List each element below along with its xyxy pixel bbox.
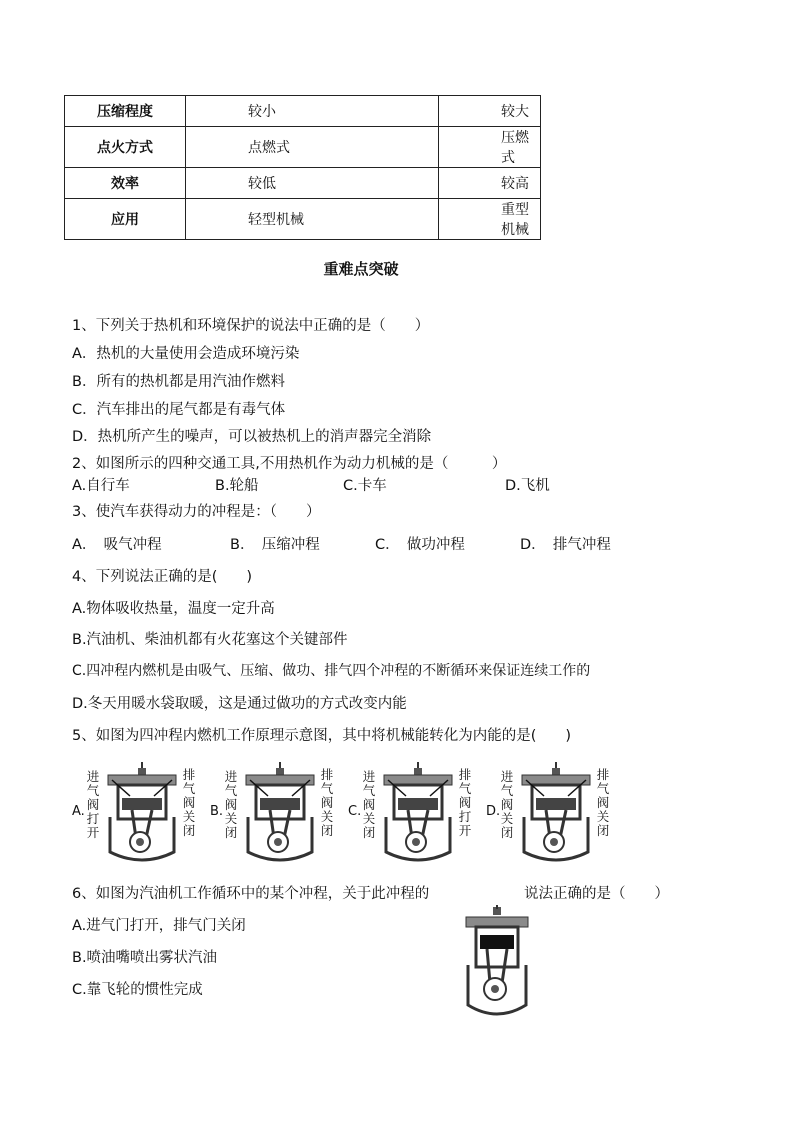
row-label: 压缩程度 bbox=[65, 96, 186, 127]
question-1-option-b: B．所有的热机都是用汽油作燃料 bbox=[72, 374, 285, 390]
engine-cylinder-icon bbox=[102, 762, 182, 862]
question-5-stem: 5、如图为四冲程内燃机工作原理示意图，其中将机械能转化为内能的是( ) bbox=[72, 728, 572, 744]
gasoline-cell: 较低 bbox=[186, 168, 439, 199]
engine-cylinder-icon bbox=[240, 762, 320, 862]
engine-figure bbox=[486, 762, 616, 862]
question-4-option-d: D.冬天用暖水袋取暖，这是通过做功的方式改变内能 bbox=[72, 696, 407, 712]
diesel-cell: 重型机械 bbox=[439, 199, 541, 240]
diesel-cell: 压燃式 bbox=[439, 127, 541, 168]
gasoline-cell: 轻型机械 bbox=[186, 199, 439, 240]
q6-engine-diagram bbox=[462, 905, 532, 1017]
comparison-table bbox=[64, 95, 541, 240]
exhaust-valve-label: 排气阀关闭 bbox=[182, 767, 196, 838]
engine-figure bbox=[348, 762, 478, 862]
figure-choice-label: B. bbox=[210, 804, 224, 819]
question-2-option-c: C.卡车 bbox=[343, 478, 387, 494]
gasoline-cell: 点燃式 bbox=[186, 127, 439, 168]
question-3-option-a: A． 吸气冲程 bbox=[72, 537, 162, 553]
question-1-option-c: C．汽车排出的尾气都是有毒气体 bbox=[72, 402, 286, 418]
question-1-option-d: D．热机所产生的噪声，可以被热机上的消声器完全消除 bbox=[72, 429, 432, 445]
row-label: 效率 bbox=[65, 168, 186, 199]
question-6-option-c: C.靠飞轮的惯性完成 bbox=[72, 982, 203, 998]
question-3-option-c: C． 做功冲程 bbox=[375, 537, 465, 553]
table-row bbox=[65, 199, 541, 240]
question-4-option-a: A.物体吸收热量，温度一定升高 bbox=[72, 601, 275, 617]
question-4-option-b: B.汽油机、柴油机都有火花塞这个关键部件 bbox=[72, 632, 348, 648]
question-3-option-b: B． 压缩冲程 bbox=[230, 537, 320, 553]
exhaust-valve-label: 排气阀关闭 bbox=[320, 767, 334, 838]
table-row bbox=[65, 127, 541, 168]
section-title: 重难点突破 bbox=[323, 260, 399, 278]
diesel-cell: 较高 bbox=[439, 168, 541, 199]
question-1-stem: 1、下列关于热机和环境保护的说法中正确的是（ ） bbox=[72, 318, 430, 334]
engine-figure bbox=[210, 762, 340, 862]
question-1-option-a: A．热机的大量使用会造成环境污染 bbox=[72, 346, 300, 362]
figure-choice-label: C. bbox=[348, 804, 362, 819]
intake-valve-label: 进气阀关闭 bbox=[500, 769, 514, 840]
figure-choice-label: D. bbox=[486, 804, 501, 819]
table-row bbox=[65, 96, 541, 127]
table-row bbox=[65, 168, 541, 199]
diesel-cell: 较大 bbox=[439, 96, 541, 127]
question-6-option-b: B.喷油嘴喷出雾状汽油 bbox=[72, 950, 218, 966]
figure-choice-label: A. bbox=[72, 804, 85, 819]
question-4-stem: 4、下列说法正确的是( ) bbox=[72, 569, 253, 585]
engine-cylinder-icon bbox=[378, 762, 458, 862]
question-3-option-d: D． 排气冲程 bbox=[520, 537, 611, 553]
intake-valve-label: 进气阀打开 bbox=[86, 769, 100, 840]
row-label: 应用 bbox=[65, 199, 186, 240]
question-2-stem: 2、如图所示的四种交通工具,不用热机作为动力机械的是（ ） bbox=[72, 456, 507, 472]
question-2-option-b: B.轮船 bbox=[215, 478, 259, 494]
intake-valve-label: 进气阀关闭 bbox=[224, 769, 238, 840]
question-2-option-d: D.飞机 bbox=[505, 478, 550, 494]
exhaust-valve-label: 排气阀打开 bbox=[458, 767, 472, 838]
question-6-option-a: A.进气门打开，排气门关闭 bbox=[72, 918, 246, 934]
question-4-option-c: C.四冲程内燃机是由吸气、压缩、做功、排气四个冲程的不断循环来保证连续工作的 bbox=[72, 663, 591, 679]
exhaust-valve-label: 排气阀关闭 bbox=[596, 767, 610, 838]
question-3-stem: 3、使汽车获得动力的冲程是：（ ） bbox=[72, 504, 321, 520]
intake-valve-label: 进气阀关闭 bbox=[362, 769, 376, 840]
question-6-stem-part1: 6、如图为汽油机工作循环中的某个冲程，关于此冲程的 bbox=[72, 886, 430, 902]
engine-cylinder-icon bbox=[516, 762, 596, 862]
gasoline-cell: 较小 bbox=[186, 96, 439, 127]
question-2-option-a: A.自行车 bbox=[72, 478, 130, 494]
engine-figure bbox=[72, 762, 202, 862]
question-6-stem-part2: 说法正确的是（ ） bbox=[524, 886, 669, 902]
row-label: 点火方式 bbox=[65, 127, 186, 168]
